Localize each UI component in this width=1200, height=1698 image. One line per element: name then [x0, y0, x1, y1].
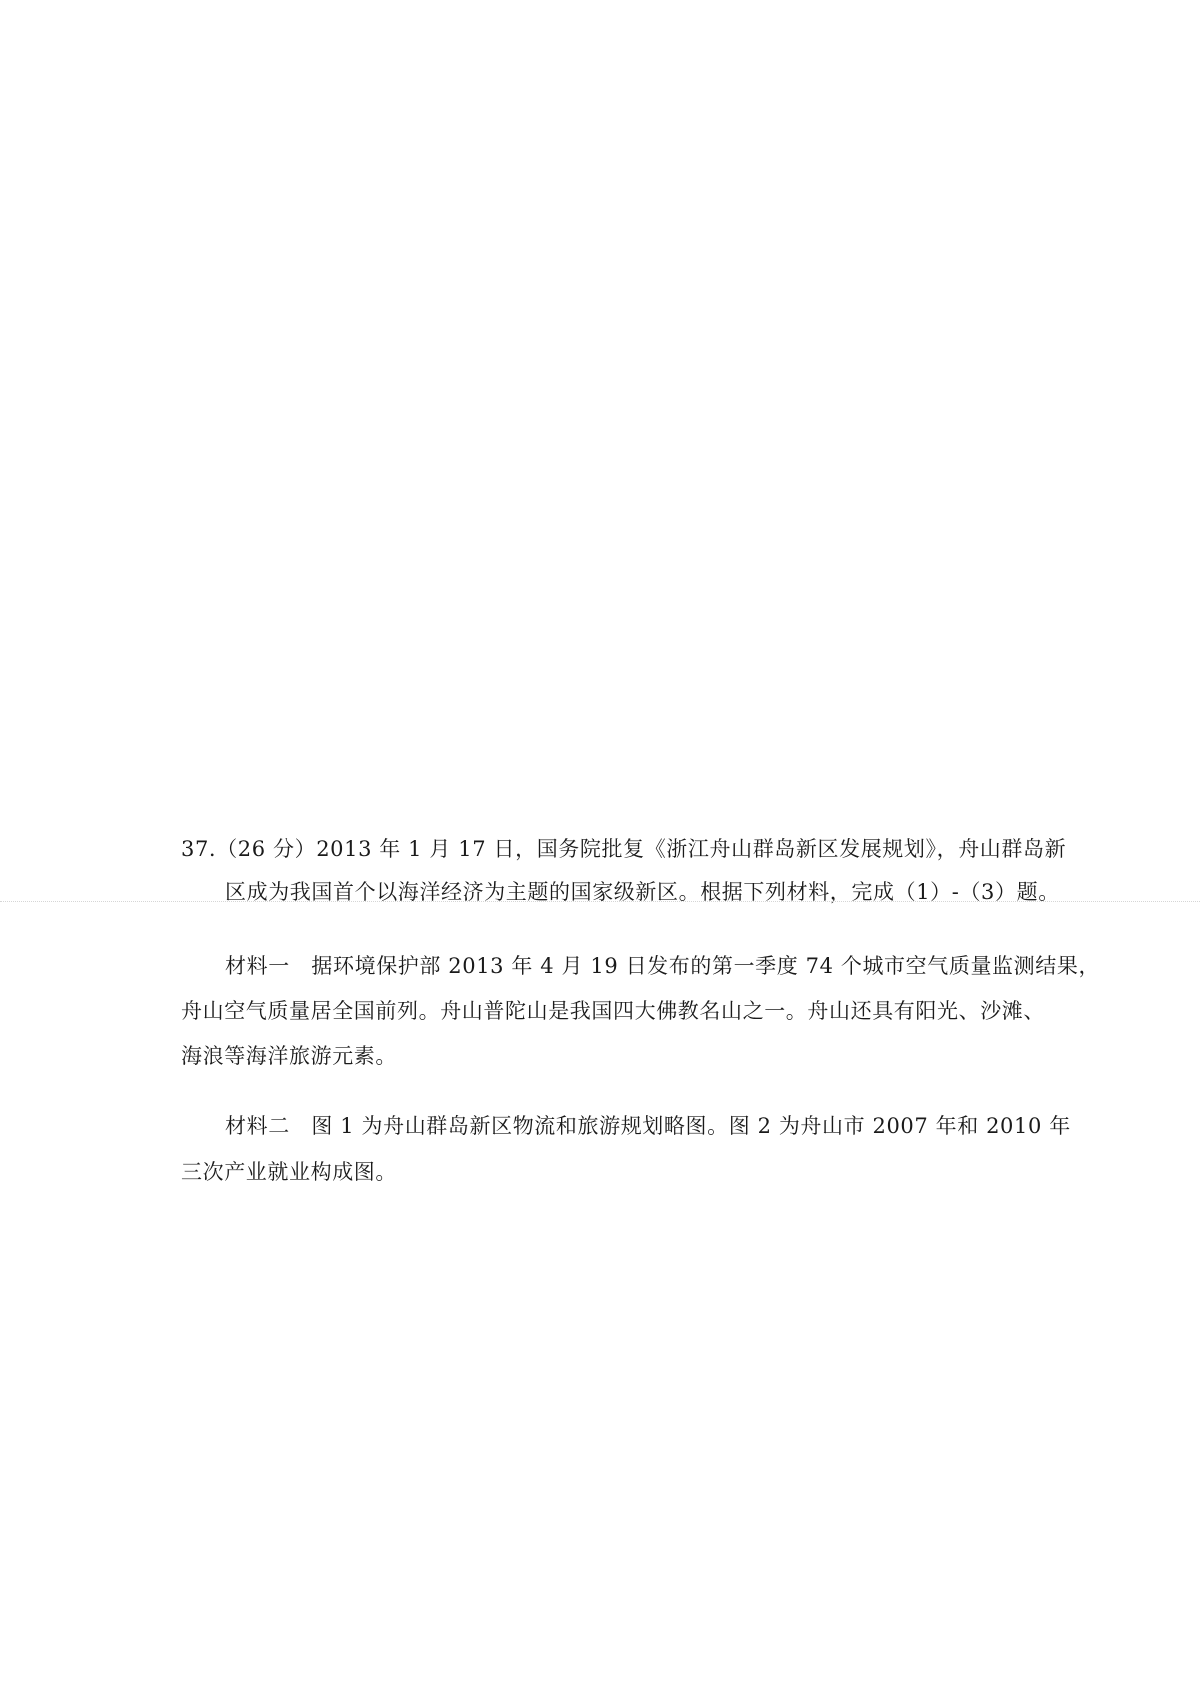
- material-one-line-3: 海浪等海洋旅游元素。: [181, 1044, 397, 1068]
- question-line-1: 37.（26 分）2013 年 1 月 17 日，国务院批复《浙江舟山群岛新区发展规划》，舟山群岛新: [181, 837, 1067, 861]
- page-divider: [0, 901, 1200, 902]
- material-one-line-1: 材料一 据环境保护部 2013 年 4 月 19 日发布的第一季度 74 个城市空气质量监测结果，: [225, 954, 1101, 978]
- material-two-line-1: 材料二 图 1 为舟山群岛新区物流和旅游规划略图。图 2 为舟山市 2007 年和 2010 年: [225, 1114, 1071, 1138]
- material-one-line-2: 舟山空气质量居全国前列。舟山普陀山是我国四大佛教名山之一。舟山还具有阳光、沙滩、: [181, 999, 1045, 1023]
- material-two-line-2: 三次产业就业构成图。: [181, 1160, 397, 1184]
- question-line-2: 区成为我国首个以海洋经济为主题的国家级新区。根据下列材料，完成（1）-（3）题。: [225, 880, 1060, 904]
